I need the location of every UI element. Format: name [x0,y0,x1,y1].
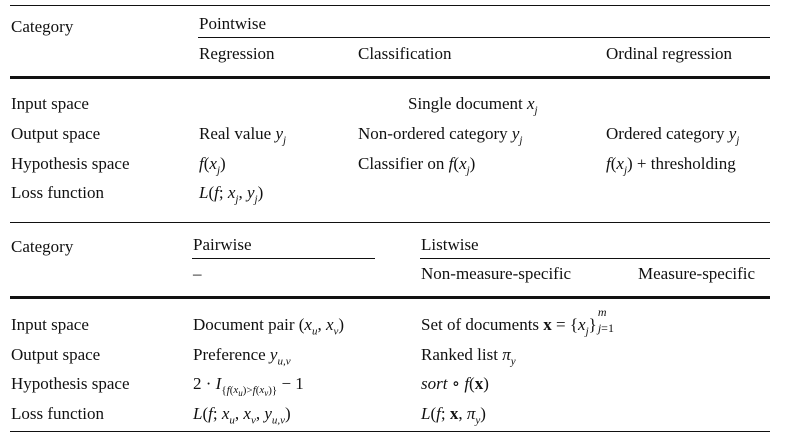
header-category: Category [11,17,74,36]
row-label-loss-function-2: Loss function [11,404,105,423]
row-label-output-space: Output space [11,124,101,143]
cell-real-value: Real value $y_j$ [199,124,287,147]
header-ordinal-regression: Ordinal regression [606,44,733,63]
header-dash: – [193,264,202,283]
row-label-hypothesis-space: Hypothesis space [11,154,130,173]
pairwise-group-rule [192,258,375,259]
group-rule [198,37,770,38]
mid-rule [10,76,770,79]
cell-ranked-list: Ranked list $\pi_y$ [421,345,516,368]
bottom-rule-2 [10,431,770,432]
cell-indicator: $2 \cdot I_{\{f(x_u)>f(x_v)\}} - 1$ [193,374,304,399]
cell-ordered-category: Ordered category $y_j$ [606,124,740,147]
cell-document-pair: Document pair ($x_u$, $x_v$) [193,315,345,338]
header-pointwise: Pointwise [199,14,267,33]
cell-loss-pairwise: L(f; $x_u$, $x_v$, $y_{u,v}$) [193,404,291,427]
row-label-hypothesis-space-2: Hypothesis space [11,374,130,393]
header-measure-specific: Measure-specific [638,264,756,283]
cell-f-thresholding: $f(x_j)$ + thresholding [606,154,736,177]
row-label-output-space-2: Output space [11,345,101,364]
row-label-input-space-2: Input space [11,315,89,334]
header-regression: Regression [199,44,275,63]
cell-loss-pointwise: L(f; $x_j$, $y_j$) [199,183,264,206]
cell-classifier-on-f: Classifier on $f(x_j)$ [358,154,476,177]
header-category-2: Category [11,237,74,256]
cell-preference: Preference $y_{u,v}$ [193,345,291,368]
cell-sort-f: sort ∘ f(x) [421,374,489,393]
row-label-input-space: Input space [11,94,89,113]
row-label-loss-function: Loss function [11,183,105,202]
top-rule [10,5,770,6]
cell-f-xj: $f(x_j)$ [199,154,226,177]
cell-single-document: Single document $x_j$ [408,94,538,117]
cell-set-of-documents: Set of documents $x = \{x_j\}$ m j=1 [421,305,614,338]
header-listwise: Listwise [421,235,479,254]
header-pairwise: Pairwise [193,235,252,254]
cell-loss-listwise: L(f; x, $\pi_y$) [421,404,486,427]
mid-rule-2 [10,296,770,299]
header-classification: Classification [358,44,452,63]
bottom-rule [10,222,770,223]
cell-non-ordered-category: Non-ordered category $y_j$ [358,124,523,147]
header-non-measure-specific: Non-measure-specific [421,264,572,283]
listwise-group-rule [420,258,770,259]
